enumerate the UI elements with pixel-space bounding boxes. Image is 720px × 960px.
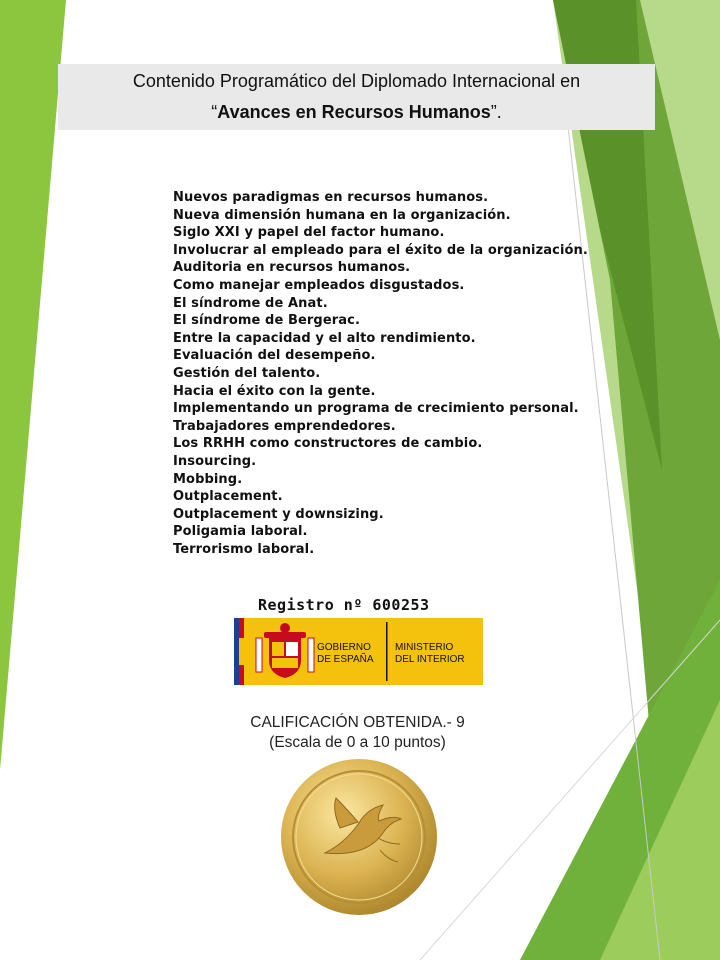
calificacion-block [200,713,515,753]
list-item: Como manejar empleados disgustados. [173,277,465,293]
list-item: Outplacement y downsizing. [173,506,384,522]
gov-left-line1: GOBIERNO [317,642,371,653]
left-green-shape [0,0,66,770]
list-item: Nueva dimensión humana en la organización. [173,207,511,223]
list-item: Gestión del talento. [173,365,321,381]
list-item: Entre la capacidad y el alto rendimiento. [173,330,476,346]
gold-seal-icon [280,758,438,916]
list-item: Nuevos paradigmas en recursos humanos. [173,190,489,205]
gov-right-line1: MINISTERIO [395,642,454,653]
title-line-1: Contenido Programático del Diplomado Internacional en [132,71,581,91]
list-item: Terrorismo laboral. [173,541,315,557]
list-item: Involucrar al empleado para el éxito de la organización. [173,242,588,258]
list-item: Siglo XXI y papel del factor humano. [173,225,445,241]
list-item: Implementando un programa de crecimiento personal. [173,401,579,417]
title-close-quote: ”. [490,102,502,122]
list-item: Poligamia laboral. [173,524,308,540]
list-item: Trabajadores emprendedores. [173,418,396,434]
course-name: Avances en Recursos Humanos [217,102,491,122]
list-item: Insourcing. [173,453,257,469]
gov-left-line2: DE ESPAÑA [317,654,374,665]
topics-list [173,189,588,558]
list-item: Evaluación del desempeño. [173,348,376,364]
title-open-quote: “ [211,102,218,122]
gov-right-line2: DEL INTERIOR [395,654,465,665]
calificacion-line-1: CALIFICACIÓN OBTENIDA.- 9 [250,714,465,731]
list-item: Los RRHH como constructores de cambio. [173,436,483,452]
title-line-2 [58,102,655,123]
gobierno-espana-logo [234,618,483,685]
registro-number: Registro nº 600253 [258,596,430,614]
list-item: Auditoria en recursos humanos. [173,260,411,276]
list-item: El síndrome de Anat. [173,295,328,311]
list-item: Mobbing. [173,471,243,487]
title-band [58,64,655,130]
list-item: Hacia el éxito con la gente. [173,383,376,399]
list-item: Outplacement. [173,489,283,505]
calificacion-line-2: (Escala de 0 a 10 puntos) [269,734,446,751]
list-item: El síndrome de Bergerac. [173,313,360,329]
